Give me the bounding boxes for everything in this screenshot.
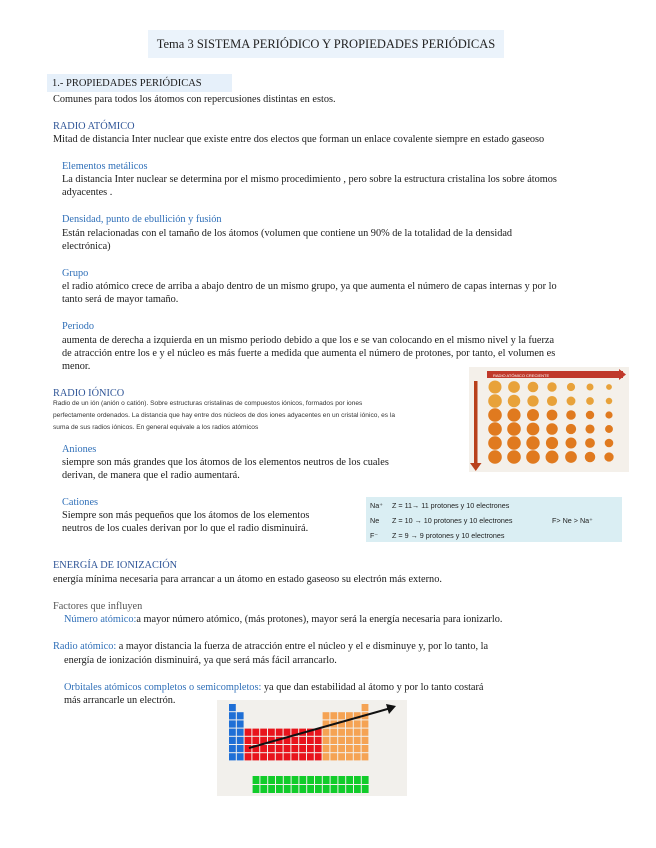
periodic-table-diagram: [217, 700, 407, 796]
p-block-cell: [323, 737, 330, 744]
atom-sphere: [587, 384, 594, 391]
atom-sphere: [488, 422, 502, 436]
atom-sphere: [585, 438, 595, 448]
f-block-cell: [307, 776, 314, 784]
ion-comparison-box: [366, 497, 622, 542]
heading-radio-ionico: RADIO IÓNICO: [53, 388, 125, 399]
p-block-cell: [323, 729, 330, 736]
s-block-cell: [237, 745, 244, 752]
grupo-line2: tanto será de mayor tamaño.: [62, 294, 179, 305]
atomic-radius-figure: [469, 367, 629, 472]
factor-radio-atomico: [53, 640, 488, 653]
atom-sphere: [605, 425, 613, 433]
f-block-cell: [354, 776, 361, 784]
d-block-cell: [252, 729, 259, 736]
p-block-cell: [338, 729, 345, 736]
ion-ne: Ne: [370, 516, 380, 525]
d-block-cell: [315, 753, 322, 760]
d-block-cell: [268, 729, 275, 736]
section-heading-propiedades: 1.- PROPIEDADES PERIÓDICAS: [47, 74, 232, 92]
atom-sphere: [585, 424, 594, 433]
f-block-cell: [315, 776, 322, 784]
f-block-cell: [276, 785, 283, 793]
f-block-cell: [292, 776, 299, 784]
factor-numero-atomico: [64, 613, 502, 626]
atom-sphere: [566, 424, 576, 434]
atom-sphere: [527, 423, 540, 436]
f-block-cell: [346, 776, 353, 784]
s-block-cell: [237, 712, 244, 719]
d-block-cell: [276, 753, 283, 760]
atom-sphere: [605, 439, 614, 448]
d-block-cell: [284, 753, 291, 760]
d-block-cell: [291, 745, 298, 752]
f-block-cell: [338, 776, 345, 784]
orbitales-line2: más arrancarle un electrón.: [64, 695, 176, 706]
f-block-cell: [292, 785, 299, 793]
f-block-cell: [268, 785, 275, 793]
atom-sphere: [526, 436, 539, 449]
heading-densidad: Densidad, punto de ebullición y fusión: [62, 214, 222, 225]
d-block-cell: [307, 745, 314, 752]
atom-sphere: [507, 422, 521, 436]
atom-spheres-grid: [488, 381, 613, 464]
atom-sphere: [488, 394, 502, 408]
d-block-cell: [291, 737, 298, 744]
atom-sphere: [507, 450, 521, 464]
s-block-cell: [237, 753, 244, 760]
p-block-cell: [354, 729, 361, 736]
p-block-cell: [362, 729, 369, 736]
radio-ionico-line2: perfectamente ordenados. La distancia que hay entre dos núcleos de dos iones adyacentes en un cristal iónico, es la: [53, 412, 395, 419]
p-block-cell: [338, 753, 345, 760]
p-block-cell: [346, 745, 353, 752]
cationes-line2: neutros de los cuales derivan por lo que el radio disminuirá.: [62, 523, 309, 534]
radio-ionico-line3: suma de sus radios iónicos. En general equivale a los radios atómicos: [53, 424, 259, 431]
d-block-cell: [299, 753, 306, 760]
periodo-line2: de atracción entre los e y el núcleo es más fuerte a medida que aumenta el número de protones, por tanto, el volumen es: [62, 348, 556, 359]
periodo-line3: menor.: [62, 361, 91, 372]
p-block-cell: [323, 712, 330, 719]
radio-ionico-line1: Radio de un ión (anión o catión). Sobre estructuras cristalinas de compuestos iónicos, formados por iones: [53, 400, 363, 407]
d-block-cell: [252, 737, 259, 744]
p-block-cell: [330, 745, 337, 752]
aniones-line1: siempre son más grandes que los átomos de los elementos neutros de los cuales: [62, 457, 389, 468]
atom-sphere: [605, 411, 612, 418]
p-block-cell: [362, 720, 369, 727]
atom-sphere: [547, 396, 557, 406]
f-block-cell: [362, 776, 369, 784]
radius-header-caption: RADIO ATÓMICO CRECIENTE: [493, 373, 550, 378]
radio-atomico-label: Radio atómico:: [53, 641, 117, 652]
d-block-cell: [245, 753, 252, 760]
s-block-cell: [229, 745, 236, 752]
radio-atomico-line2: energía de ionización disminuirá, ya que será más fácil arrancarlo.: [64, 655, 337, 666]
atom-sphere: [547, 382, 556, 391]
atom-sphere: [606, 398, 613, 405]
heading-metalicos: Elementos metálicos: [62, 161, 148, 172]
atom-sphere: [567, 383, 575, 391]
heading-grupo: Grupo: [62, 268, 89, 279]
d-block-cell: [252, 753, 259, 760]
atom-sphere: [489, 381, 502, 394]
numero-atomico-label: Número atómico:: [64, 614, 137, 625]
periodic-table-figure: [217, 700, 407, 796]
d-block-cell: [260, 745, 267, 752]
atom-sphere: [585, 452, 596, 463]
f-block-cell: [338, 785, 345, 793]
atom-sphere: [507, 408, 520, 421]
orbitales-label: Orbitales atómicos completos o semicompletos:: [64, 682, 262, 693]
p-block-cell: [354, 737, 361, 744]
d-block-cell: [260, 753, 267, 760]
p-block-cell: [362, 737, 369, 744]
numero-atomico-text: a mayor número atómico, (más protones), mayor será la energía necesaria para ionizarlo.: [136, 614, 503, 625]
s-block-cell: [237, 737, 244, 744]
heading-aniones: Aniones: [62, 444, 97, 455]
f-block-cell: [268, 776, 275, 784]
f-block-cell: [253, 785, 260, 793]
atom-sphere: [527, 395, 538, 406]
atom-sphere: [586, 411, 594, 419]
p-block-cell: [346, 720, 353, 727]
aniones-line2: derivan, de manera que el radio aumentará.: [62, 470, 240, 481]
d-block-cell: [276, 745, 283, 752]
atom-sphere: [567, 397, 576, 406]
densidad-line1: Están relacionadas con el tamaño de los átomos (volumen que contiene un 90% de la totalidad de la densidad: [62, 228, 513, 239]
d-block-cell: [276, 729, 283, 736]
d-block-cell: [291, 753, 298, 760]
p-block-cell: [330, 712, 337, 719]
s-block-cell: [237, 720, 244, 727]
p-block-cell: [362, 745, 369, 752]
p-block-cell: [338, 745, 345, 752]
f-block-cell: [323, 785, 330, 793]
d-block-cell: [245, 737, 252, 744]
factor-orbitales: [64, 681, 484, 694]
d-block-cell: [284, 729, 291, 736]
heading-energia: ENERGÍA DE IONIZACIÓN: [53, 560, 178, 571]
d-block-cell: [315, 737, 322, 744]
atom-sphere: [565, 451, 577, 463]
atom-sphere: [508, 395, 521, 408]
p-block-cell: [362, 704, 369, 711]
p-block-cell: [362, 753, 369, 760]
s-block-cell: [229, 704, 236, 711]
densidad-line2: electrónica): [62, 241, 111, 252]
right-arrow-head: [619, 369, 626, 380]
radio-atomico-line1: a mayor distancia la fuerza de atracción entre el núcleo y el e disminuye y, por lo tanto, la: [116, 641, 489, 652]
s-block-cell: [229, 729, 236, 736]
f-block-cell: [346, 785, 353, 793]
s-block-cell: [237, 729, 244, 736]
p-block-cell: [323, 753, 330, 760]
f-block-cell: [307, 785, 314, 793]
atom-sphere: [527, 409, 539, 421]
d-block-cell: [315, 745, 322, 752]
atom-sphere: [604, 452, 613, 461]
d-block-cell: [260, 729, 267, 736]
ion-comparison: F> Ne > Na⁺: [552, 516, 593, 525]
ion-f-text: Z = 9 → 9 protones y 10 electrones: [392, 531, 505, 540]
f-block-cell: [260, 776, 267, 784]
cationes-line1: Siempre son más pequeños que los átomos de los elementos: [62, 510, 310, 521]
atom-sphere: [546, 423, 558, 435]
atom-sphere: [508, 381, 520, 393]
f-block-cell: [284, 785, 291, 793]
ion-f: F⁻: [370, 531, 379, 540]
atom-sphere: [566, 438, 577, 449]
d-block-cell: [268, 745, 275, 752]
ion-ne-text: Z = 10 → 10 protones y 10 electrones: [392, 516, 513, 525]
metalicos-line2: adyacentes .: [62, 187, 113, 198]
d-block-cell: [307, 737, 314, 744]
heading-cationes: Cationes: [62, 497, 99, 508]
d-block-cell: [284, 745, 291, 752]
trend-arrow-head: [386, 704, 396, 714]
atomic-radius-diagram: [469, 367, 629, 472]
atom-sphere: [547, 410, 558, 421]
metalicos-line1: La distancia Inter nuclear se determina por el mismo procedimiento , pero sobre la estructura cristalina los sobre átomos: [62, 174, 557, 185]
atom-sphere: [526, 450, 540, 464]
energia-definition: energía mínima necesaria para arrancar a un átomo en estado gaseoso su electrón más externo.: [53, 574, 442, 585]
atom-sphere: [488, 408, 502, 422]
s-block-cell: [229, 737, 236, 744]
ion-na: Na⁺: [370, 501, 383, 510]
periodo-line1: aumenta de derecha a izquierda en un mismo periodo debido a que los e se van colocando en el mismo nivel y la fuerza: [62, 335, 555, 346]
atom-sphere: [546, 437, 558, 449]
p-block-cell: [354, 745, 361, 752]
d-block-cell: [299, 737, 306, 744]
f-block-cell: [276, 776, 283, 784]
atom-sphere: [528, 382, 539, 393]
p-block-cell: [323, 745, 330, 752]
atom-sphere: [546, 451, 559, 464]
f-block-cell: [299, 776, 306, 784]
s-block-cell: [229, 753, 236, 760]
factores-label: Factores que influyen: [53, 601, 143, 612]
p-block-cell: [330, 737, 337, 744]
heading-periodo: Periodo: [62, 321, 95, 332]
f-block-cell: [260, 785, 267, 793]
atom-sphere: [566, 410, 576, 420]
f-block-cell: [331, 776, 338, 784]
f-block-cell: [354, 785, 361, 793]
atom-sphere: [488, 436, 502, 450]
atom-sphere: [507, 436, 521, 450]
f-block-cell: [331, 785, 338, 793]
p-block-cell: [346, 729, 353, 736]
down-arrow-shaft: [474, 381, 478, 465]
p-block-cell: [354, 720, 361, 727]
p-block-cell: [338, 737, 345, 744]
ion-na-text: Z = 11→ 11 protones y 10 electrones: [392, 501, 510, 510]
d-block-cell: [307, 753, 314, 760]
p-block-cell: [330, 729, 337, 736]
page-title: Tema 3 SISTEMA PERIÓDICO Y PROPIEDADES PERIÓDICAS: [148, 30, 504, 58]
atom-sphere: [606, 384, 612, 390]
section-intro: Comunes para todos los átomos con repercusiones distintas en estos.: [53, 94, 336, 105]
f-block-cell: [315, 785, 322, 793]
d-block-cell: [299, 745, 306, 752]
orbitales-line1: ya que dan estabilidad al átomo y por lo tanto costará: [261, 682, 484, 693]
f-block-cell: [362, 785, 369, 793]
f-block-cell: [299, 785, 306, 793]
s-block-cell: [229, 712, 236, 719]
d-block-cell: [268, 753, 275, 760]
f-block-cell: [323, 776, 330, 784]
atom-sphere: [586, 397, 594, 405]
grupo-line1: el radio atómico crece de arriba a abajo dentro de un mismo grupo, ya que aumenta el número de capas internas y por lo: [62, 281, 557, 292]
p-block-cell: [354, 753, 361, 760]
s-block-cell: [229, 720, 236, 727]
p-block-cell: [338, 712, 345, 719]
p-block-cell: [346, 753, 353, 760]
radio-atomico-definition: Mitad de distancia Inter nuclear que existe entre dos electos que forman un enlace covalente siempre en estado gaseoso: [53, 134, 545, 145]
f-block-cell: [284, 776, 291, 784]
p-block-cell: [330, 753, 337, 760]
d-block-cell: [245, 729, 252, 736]
down-arrow-head: [470, 463, 482, 471]
f-block-cell: [253, 776, 260, 784]
atom-sphere: [488, 450, 502, 464]
p-block-cell: [346, 737, 353, 744]
heading-radio-atomico: RADIO ATÓMICO: [53, 121, 135, 132]
